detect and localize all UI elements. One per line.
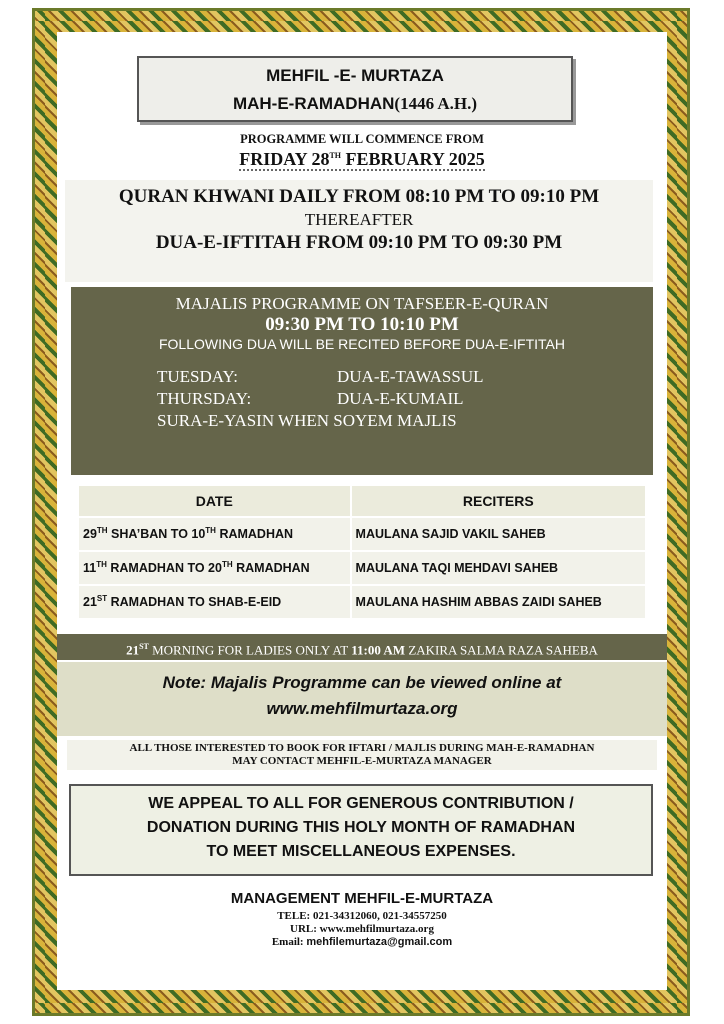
- title-line1: MEHFIL -E- MURTAZA: [266, 66, 444, 85]
- table-row: [79, 552, 645, 584]
- telephone: TELE: 021-34312060, 021-34557250: [277, 910, 447, 922]
- dua-row: [157, 388, 653, 410]
- majalis-time: 09:30 PM TO 10:10 PM: [265, 314, 459, 335]
- dua-row-last: SURA-E-YASIN WHEN SOYEM MAJLIS: [157, 411, 457, 430]
- booking-line2: MAY CONTACT MEHFIL-E-MURTAZA MANAGER: [232, 755, 492, 767]
- website-link[interactable]: www.mehfilmurtaza.org: [266, 699, 458, 718]
- title-line2: [139, 90, 571, 118]
- dua-day: TUESDAY:: [157, 367, 238, 386]
- date-cell: 21ST RAMADHAN TO SHAB-E-EID: [79, 586, 350, 618]
- appeal-line1: WE APPEAL TO ALL FOR GENEROUS CONTRIBUTION /: [148, 795, 574, 812]
- management-title: MANAGEMENT MEHFIL-E-MURTAZA: [230, 890, 494, 907]
- table-header-row: [79, 486, 645, 516]
- reciters-header: RECITERS: [352, 486, 645, 516]
- contact-info: [57, 910, 667, 949]
- commence-text: PROGRAMME WILL COMMENCE FROM: [240, 132, 484, 146]
- ladies-time: 11:00 AM: [351, 642, 406, 658]
- quran-khwani-line: QURAN KHWANI DAILY FROM 08:10 PM TO 09:10 PM: [118, 186, 600, 207]
- start-day: FRIDAY 28: [239, 149, 330, 169]
- start-day-suffix: TH: [329, 151, 342, 160]
- online-note-box: [57, 662, 667, 736]
- appeal-line2: DONATION DURING THIS HOLY MONTH OF RAMADHAN: [146, 819, 576, 836]
- appeal-line3: TO MEET MISCELLANEOUS EXPENSES.: [206, 843, 516, 860]
- dua-name: DUA-E-TAWASSUL: [337, 367, 484, 386]
- dua-row: [157, 366, 653, 388]
- email-link[interactable]: mehfilemurtaza@gmail.com: [306, 936, 453, 948]
- note-line: Note: Majalis Programme can be viewed online at: [162, 673, 562, 692]
- email-label: Email:: [271, 936, 307, 948]
- appeal-box: [69, 784, 653, 876]
- date-header: DATE: [79, 486, 350, 516]
- majalis-heading: MAJALIS PROGRAMME ON TAFSEER-E-QURAN: [175, 294, 549, 313]
- url[interactable]: URL: www.mehfilmurtaza.org: [290, 923, 434, 935]
- flyer-page: [57, 32, 667, 990]
- dua-name: DUA-E-KUMAIL: [337, 389, 464, 408]
- ladies-zakira: ZAKIRA SALMA RAZA SAHEBA: [405, 642, 598, 658]
- table-row: [79, 586, 645, 618]
- dua-day: THURSDAY:: [157, 389, 252, 408]
- dua-iftitah-line: DUA-E-IFTITAH FROM 09:10 PM TO 09:30 PM: [155, 232, 563, 253]
- table-row: [79, 518, 645, 550]
- majalis-box: [71, 287, 653, 475]
- booking-line1: ALL THOSE INTERESTED TO BOOK FOR IFTARI / MAJLIS DURING MAH-E-RAMADHAN: [129, 742, 595, 754]
- booking-info: [67, 740, 657, 770]
- reciter-cell: MAULANA HASHIM ABBAS ZAIDI SAHEB: [352, 586, 645, 618]
- title-month: MAH-E-RAMADHAN: [232, 94, 395, 113]
- reciter-cell: MAULANA TAQI MEHDAVI SAHEB: [352, 552, 645, 584]
- majalis-note: FOLLOWING DUA WILL BE RECITED BEFORE DUA-E-IFTITAH: [158, 336, 566, 352]
- quran-khwani-box: [65, 180, 653, 282]
- ladies-programme-bar: [57, 634, 667, 660]
- date-cell: 29TH SHA’BAN TO 10TH RAMADHAN: [79, 518, 350, 550]
- reciter-cell: MAULANA SAJID VAKIL SAHEB: [352, 518, 645, 550]
- title-year: (1446 A.H.): [394, 94, 478, 113]
- title-box: [137, 56, 573, 122]
- reciters-table: [77, 484, 647, 620]
- start-date: [57, 149, 667, 170]
- start-month: FEBRUARY 2025: [345, 149, 485, 169]
- ladies-day: 21: [126, 642, 140, 658]
- ladies-day-suffix: ST: [139, 642, 149, 651]
- email-line: [57, 936, 667, 949]
- thereafter-line: THEREAFTER: [304, 210, 414, 229]
- date-cell: 11TH RAMADHAN TO 20TH RAMADHAN: [79, 552, 350, 584]
- dua-schedule: [157, 366, 653, 432]
- ladies-text: MORNING FOR LADIES ONLY AT: [148, 642, 352, 658]
